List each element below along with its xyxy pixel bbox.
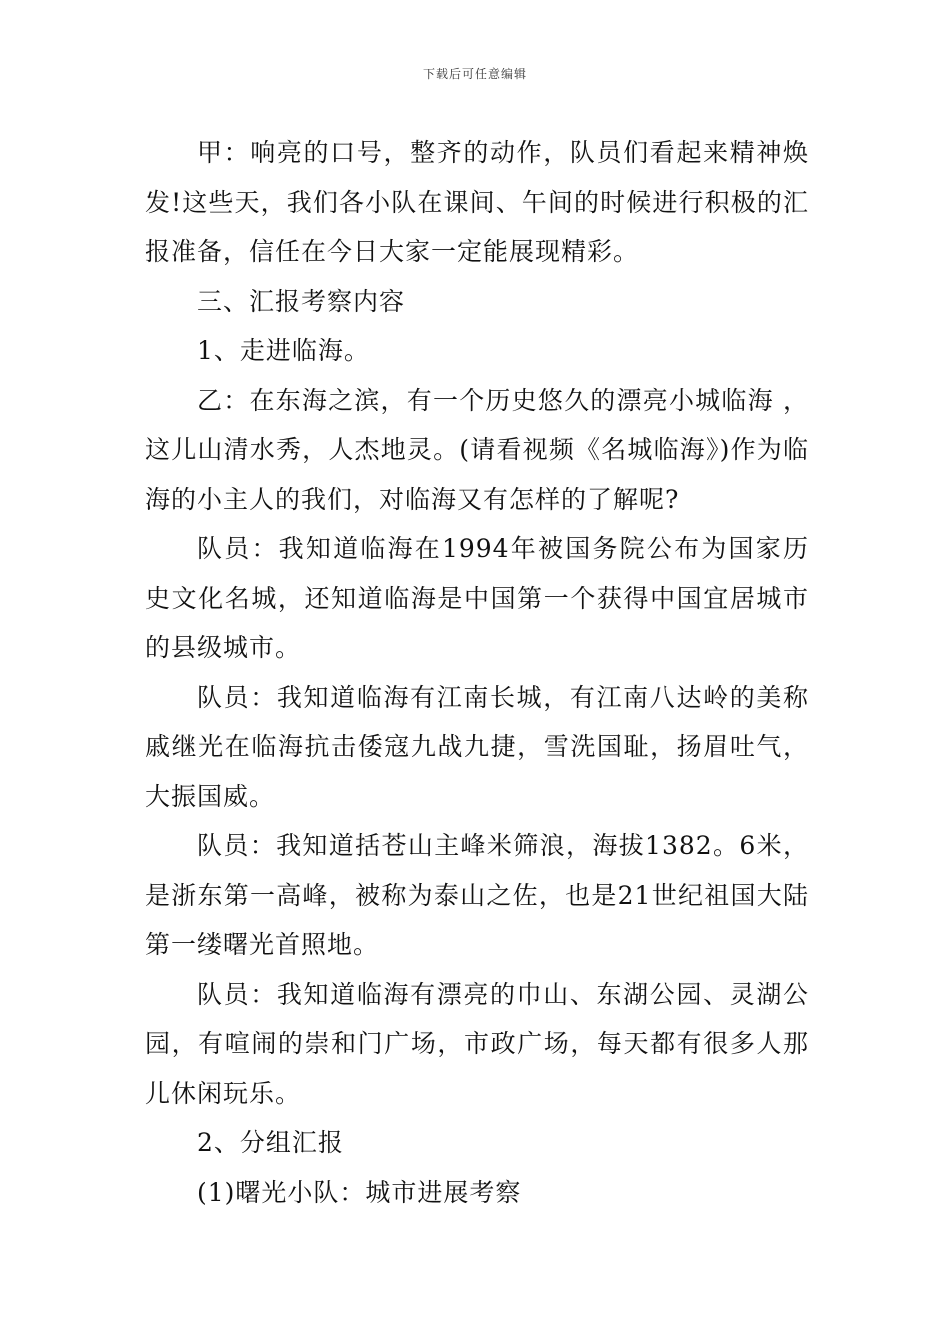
paragraph-member-1: 队员：我知道临海在1994年被国务院公布为国家历史文化名城，还知道临海是中国第一个获得中国宜居城市的县级城市。 bbox=[145, 534, 809, 662]
paragraph-yi: 乙：在东海之滨，有一个历史悠久的漂亮小城临海 ，这儿山清水秀，人杰地灵。(请看视频《名城临海》)作为临海的小主人的我们，对临海又有怎样的了解呢? bbox=[145, 385, 809, 514]
paragraph-member-4: 队员：我知道临海有漂亮的巾山、东湖公园、灵湖公园，有喧闹的崇和门广场，市政广场，每天都有很多人那儿休闲玩乐。 bbox=[145, 979, 809, 1108]
paragraph-member-2: 队员：我知道临海有江南长城，有江南八达岭的美称戚继光在临海抗击倭寇九战九捷，雪洗国耻，扬眉吐气，大振国威。 bbox=[145, 682, 809, 811]
paragraph-intro-jia: 甲：响亮的口号，整齐的动作，队员们看起来精神焕发!这些天，我们各小队在课间、午间的时候进行积极的汇报准备，信任在今日大家一定能展现精彩。 bbox=[145, 138, 809, 266]
subheading-group-report: 2、分组汇报 bbox=[197, 1128, 344, 1157]
header-note: 下载后可任意编辑 bbox=[422, 67, 527, 81]
document-body bbox=[145, 128, 809, 1217]
paragraph-member-3: 队员：我知道括苍山主峰米筛浪，海拔1382。6米，是浙东第一高峰，被称为泰山之佐，也是21世纪祖国大陆第一缕曙光首照地。 bbox=[145, 831, 809, 959]
subheading-enter-linhai: 1、走进临海。 bbox=[197, 336, 370, 365]
subheading-dawn-team: (1)曙光小队：城市进展考察 bbox=[197, 1177, 522, 1207]
section-heading-report-content: 三、汇报考察内容 bbox=[197, 286, 406, 316]
